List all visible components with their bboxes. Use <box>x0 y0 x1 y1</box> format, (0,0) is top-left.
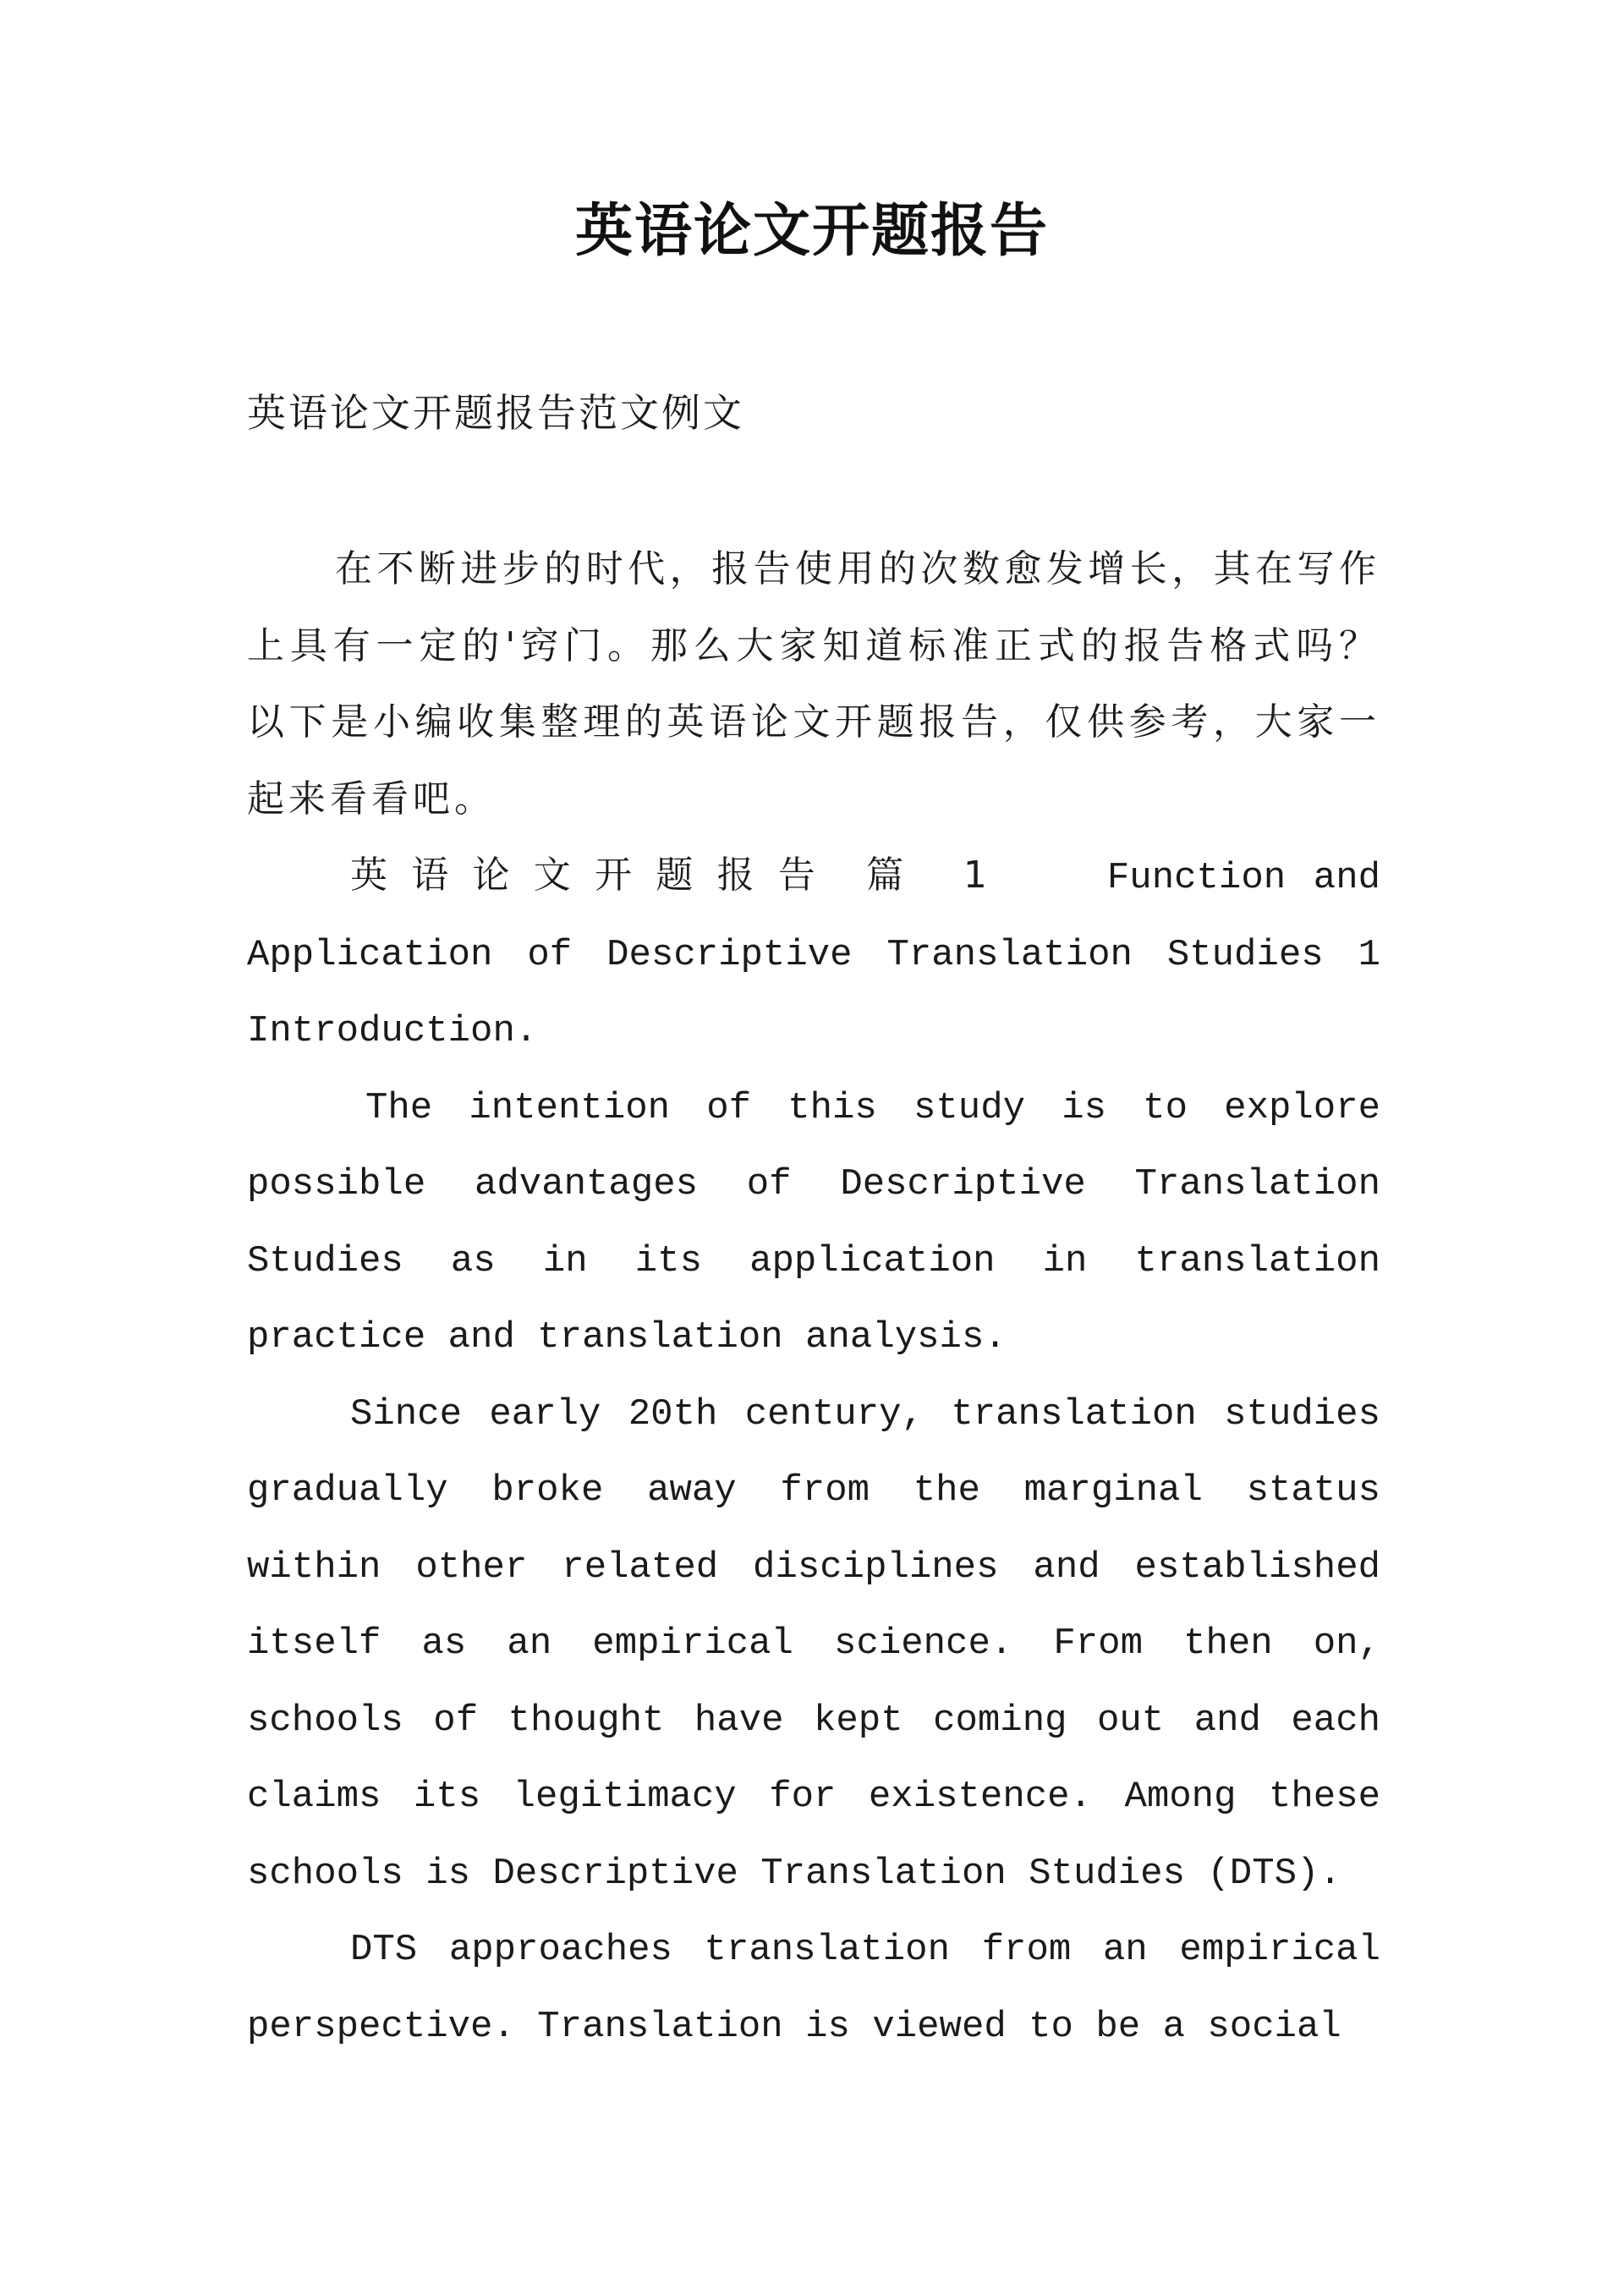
section-english-title: Function and Application of Descriptive Translation Studies 1 Introduction. <box>247 857 1381 1052</box>
section-heading <box>247 837 1380 1070</box>
intro-paragraph: 在不断进步的时代，报告使用的次数愈发增长，其在写作上具有一定的'窍门。那么大家知道标准正式的报告格式吗？以下是小编收集整理的英语论文开题报告，仅供参考，大家一起来看看吧。 <box>247 547 1380 821</box>
body-paragraph: The intention of this study is to explore possible advantages of Descriptive Translation Studies as in its application in translation practice and translation analysis. <box>247 1086 1380 1359</box>
document-title: 英语论文开题报告 <box>574 197 1049 265</box>
body-paragraph: Since early 20th century, translation studies gradually broke away from the marginal status within other related disciplines and established itself as an empirical science. From then on, schools of thought have kept coming out and each claims its legitimacy for existence. Among these schools is Descriptive Translation Studies (DTS). <box>247 1392 1380 1895</box>
document-body <box>247 531 1380 2065</box>
section-part-label: 篇 1 <box>861 854 1006 897</box>
section-heading-cn-label: 英语论文开题报告 <box>350 854 840 897</box>
document-subtitle: 英语论文开题报告范文例文 <box>247 390 744 436</box>
body-paragraph: DTS approaches translation from an empirical perspective. Translation is viewed to be a social <box>247 1929 1380 2048</box>
